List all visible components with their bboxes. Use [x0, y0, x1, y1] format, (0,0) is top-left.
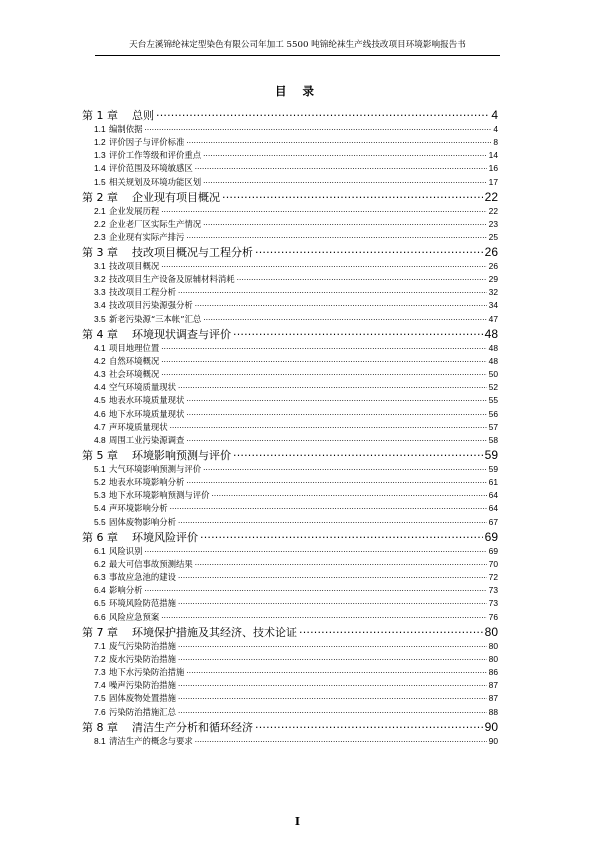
toc-section-entry[interactable]	[82, 558, 498, 571]
toc-entry-page: 87	[488, 680, 498, 691]
toc-entry-number: 第 1 章	[82, 109, 118, 122]
toc-entry-number: 5.4	[94, 503, 106, 514]
toc-dot-leader	[255, 720, 483, 731]
toc-dot-leader	[178, 680, 487, 688]
toc-entry-label: 评价范围及环境敏感区	[109, 163, 193, 174]
toc-dot-leader	[178, 693, 487, 701]
toc-entry-number: 第 3 章	[82, 246, 118, 260]
page-number: I	[294, 815, 301, 828]
toc-entry-number: 第 2 章	[82, 190, 118, 204]
toc-entry-number: 6.6	[94, 611, 106, 622]
toc-entry-label: 清洁生产的概念与要求	[109, 735, 193, 746]
toc-entry-page: 26	[484, 245, 498, 260]
toc-entry-page: 4	[493, 123, 498, 134]
toc-section-entry[interactable]	[82, 571, 498, 584]
toc-entry-number: 6.4	[94, 585, 106, 596]
toc-entry-page: 61	[488, 477, 498, 488]
toc-section-entry[interactable]	[82, 394, 498, 407]
toc-entry-page: 88	[488, 706, 498, 717]
toc-entry-page: 64	[488, 503, 498, 514]
toc-dot-leader	[186, 408, 486, 416]
toc-entry-label: 企业发展历程	[109, 205, 160, 216]
toc-entry-number: 2.3	[94, 231, 106, 242]
toc-dot-leader	[203, 218, 487, 226]
toc-entry-number: 8.1	[94, 735, 106, 746]
toc-entry-label: 地下水污染防治措施	[109, 666, 185, 677]
toc-entry-label: 噪声污染防治措施	[109, 680, 176, 691]
toc-entry-number: 3.1	[94, 260, 106, 271]
toc-entry-label: 企业现有项目概况	[132, 190, 220, 204]
toc-dot-leader	[203, 150, 487, 158]
toc-dot-leader	[145, 585, 487, 593]
toc-dot-leader	[186, 435, 486, 443]
toc-section-entry[interactable]	[82, 299, 498, 312]
toc-dot-leader	[195, 735, 487, 743]
toc-entry-label: 技改项目概况与工程分析	[132, 246, 253, 260]
toc-dot-leader	[186, 232, 486, 240]
toc-dot-leader	[233, 448, 483, 459]
toc-dot-leader	[195, 300, 487, 308]
toc-entry-page: 80	[484, 624, 498, 639]
toc-chapter-entry[interactable]	[82, 529, 498, 545]
toc-entry-label: 地下水环境影响预测与评价	[109, 490, 210, 501]
toc-dot-leader	[186, 667, 486, 675]
toc-dot-leader	[203, 176, 487, 184]
toc-entry-number: 4.3	[94, 369, 106, 379]
toc-entry-label: 风险应急预案	[109, 611, 160, 622]
toc-dot-leader	[178, 640, 487, 648]
toc-entry-number: 7.3	[94, 666, 106, 677]
toc-entry-number: 第 8 章	[82, 720, 118, 734]
toc-entry-number: 6.3	[94, 572, 106, 583]
toc-dot-leader	[212, 490, 487, 498]
toc-section-entry[interactable]	[82, 136, 498, 149]
toc-entry-page: 22	[488, 205, 498, 216]
toc-entry-number: 1.4	[94, 163, 106, 174]
toc-entry-label: 环境影响预测与评价	[132, 449, 231, 463]
toc-entry-number: 2.2	[94, 218, 106, 229]
toc-entry-label: 最大可信事故预测结果	[109, 558, 193, 569]
toc-entry-number: 4.7	[94, 421, 106, 432]
toc-entry-number: 1.2	[94, 136, 106, 147]
toc-section-entry[interactable]	[82, 342, 498, 355]
toc-entry-label: 企业现有实际产排污	[109, 231, 185, 242]
toc-entry-number: 4.6	[94, 408, 106, 419]
toc-entry-label: 社会环境概况	[109, 369, 160, 379]
toc-entry-label: 废气污染防治措施	[109, 640, 176, 651]
toc-chapter-entry[interactable]	[82, 326, 498, 342]
toc-entry-page: 4	[491, 108, 498, 122]
toc-entry-page: 56	[488, 408, 498, 419]
toc-entry-page: 59	[488, 463, 498, 474]
toc-entry-page: 48	[484, 326, 498, 341]
toc-dot-leader	[233, 327, 483, 338]
toc-entry-page: 52	[488, 382, 498, 393]
toc-entry-label: 固体废物影响分析	[109, 516, 176, 527]
toc-dot-leader	[186, 137, 491, 145]
toc-entry-number: 4.2	[94, 355, 106, 366]
toc-section-entry[interactable]	[82, 286, 498, 299]
toc-chapter-entry[interactable]	[82, 624, 498, 640]
toc-dot-leader	[299, 625, 483, 636]
toc-dot-leader	[203, 464, 487, 472]
toc-entry-page: 90	[484, 719, 498, 734]
toc-entry-label: 环境风险评价	[132, 530, 198, 544]
toc-entry-number: 1.1	[94, 123, 106, 134]
toc-entry-label: 空气环境质量现状	[109, 382, 176, 393]
toc-section-entry[interactable]	[82, 434, 498, 447]
running-header: 天台左溪锦纶袜定型染色有限公司年加工 5500 吨锦纶袜生产线技改项目环境影响报告书	[129, 40, 466, 50]
toc-section-entry[interactable]	[82, 597, 498, 610]
toc-dot-leader	[156, 108, 489, 119]
toc-section-entry[interactable]	[82, 653, 498, 666]
toc-section-entry[interactable]	[82, 162, 498, 175]
toc-entry-label: 清洁生产分析和循环经济	[132, 720, 253, 734]
toc-entry-label: 污染防治措施汇总	[109, 706, 176, 717]
toc-entry-number: 4.1	[94, 342, 106, 353]
toc-entry-label: 自然环境概况	[109, 355, 160, 366]
toc-section-entry[interactable]	[82, 231, 498, 244]
toc-chapter-entry[interactable]	[82, 447, 498, 463]
toc-section-entry[interactable]	[82, 381, 498, 394]
toc-dot-leader	[178, 572, 487, 580]
toc-entry-page: 29	[488, 274, 498, 285]
toc-entry-number: 7.6	[94, 706, 106, 717]
toc-dot-leader	[145, 123, 492, 131]
toc-dot-leader	[161, 611, 486, 619]
toc-section-entry[interactable]	[82, 205, 498, 218]
toc-entry-page: 73	[488, 598, 498, 609]
toc-entry-label: 环境现状调查与评价	[132, 327, 231, 341]
toc-entry-page: 32	[488, 287, 498, 298]
toc-entry-page: 25	[488, 231, 498, 242]
toc-chapter-entry[interactable]	[82, 719, 498, 735]
toc-entry-page: 90	[488, 735, 498, 746]
toc-entry-label: 总则	[132, 109, 154, 122]
toc-entry-number: 1.5	[94, 176, 106, 187]
toc-section-entry[interactable]	[82, 706, 498, 719]
toc-entry-number: 7.1	[94, 640, 106, 651]
toc-entry-number: 5.3	[94, 490, 106, 501]
toc-section-entry[interactable]	[82, 640, 498, 653]
toc-section-entry[interactable]	[82, 218, 498, 231]
toc-entry-page: 57	[488, 421, 498, 432]
toc-entry-number: 6.5	[94, 598, 106, 609]
page-title: 目 录	[274, 84, 320, 98]
toc-entry-label: 废水污染防治措施	[109, 653, 176, 664]
toc-entry-page: 48	[488, 355, 498, 366]
toc-dot-leader	[161, 355, 486, 363]
toc-entry-number: 7.4	[94, 680, 106, 691]
toc-section-entry[interactable]	[82, 355, 498, 368]
toc-entry-page: 23	[488, 218, 498, 229]
toc-entry-label: 技改项目工程分析	[109, 287, 176, 298]
toc-entry-page: 76	[488, 611, 498, 622]
toc-entry-label: 影响分析	[109, 585, 143, 596]
toc-dot-leader	[178, 706, 487, 714]
toc-section-entry[interactable]	[82, 502, 498, 515]
toc-entry-number: 4.4	[94, 382, 106, 393]
toc-entry-page: 58	[488, 434, 498, 445]
toc-entry-number: 3.2	[94, 274, 106, 285]
table-of-contents	[82, 107, 498, 748]
toc-section-entry[interactable]	[82, 735, 498, 748]
toc-entry-label: 事故应急池的建设	[109, 572, 176, 583]
toc-entry-page: 69	[488, 545, 498, 556]
toc-section-entry[interactable]	[82, 584, 498, 597]
toc-entry-label: 新老污染源“三本帐”汇总	[109, 313, 202, 324]
toc-entry-label: 环境风险防范措施	[109, 598, 176, 609]
toc-section-entry[interactable]	[82, 260, 498, 273]
toc-dot-leader	[178, 598, 487, 606]
toc-entry-number: 第 5 章	[82, 449, 118, 463]
toc-entry-number: 3.4	[94, 300, 106, 311]
toc-entry-label: 编制依据	[109, 123, 143, 134]
toc-entry-number: 6.2	[94, 558, 106, 569]
toc-entry-page: 14	[488, 150, 498, 161]
toc-dot-leader	[161, 261, 486, 269]
toc-dot-leader	[195, 558, 487, 566]
toc-entry-page: 73	[488, 585, 498, 596]
toc-dot-leader	[178, 287, 487, 295]
toc-entry-number: 第 6 章	[82, 530, 118, 544]
toc-entry-page: 80	[488, 640, 498, 651]
toc-dot-leader	[178, 516, 487, 524]
toc-section-entry[interactable]	[82, 516, 498, 529]
toc-dot-leader	[195, 163, 487, 171]
toc-entry-label: 地下水环境质量现状	[109, 408, 185, 419]
toc-dot-leader	[161, 369, 486, 377]
toc-entry-page: 69	[484, 529, 498, 544]
toc-entry-page: 8	[493, 136, 498, 147]
toc-entry-label: 固体废物处置措施	[109, 693, 176, 704]
toc-entry-page: 55	[488, 395, 498, 406]
toc-entry-page: 64	[488, 490, 498, 501]
toc-entry-number: 1.3	[94, 150, 106, 161]
toc-entry-label: 地表水环境质量现状	[109, 395, 185, 406]
toc-entry-label: 风险识别	[109, 545, 143, 556]
toc-entry-page: 70	[488, 558, 498, 569]
toc-entry-page: 26	[488, 260, 498, 271]
toc-entry-page: 87	[488, 693, 498, 704]
toc-entry-label: 评价工作等级和评价重点	[109, 150, 202, 161]
toc-entry-number: 6.1	[94, 545, 106, 556]
toc-section-entry[interactable]	[82, 408, 498, 421]
toc-entry-page: 16	[488, 163, 498, 174]
header-rule	[95, 55, 500, 56]
toc-section-entry[interactable]	[82, 149, 498, 162]
toc-entry-page: 67	[488, 516, 498, 527]
toc-entry-page: 80	[488, 653, 498, 664]
toc-dot-leader	[170, 421, 487, 429]
toc-dot-leader	[255, 245, 483, 256]
toc-entry-number: 2.1	[94, 205, 106, 216]
toc-entry-number: 5.2	[94, 477, 106, 488]
toc-section-entry[interactable]	[82, 476, 498, 489]
toc-section-entry[interactable]	[82, 545, 498, 558]
toc-entry-label: 技改项目生产设备及原辅材料消耗	[109, 274, 235, 285]
toc-entry-number: 4.5	[94, 395, 106, 406]
toc-entry-number: 4.8	[94, 434, 106, 445]
toc-entry-label: 大气环境影响预测与评价	[109, 463, 202, 474]
toc-entry-page: 34	[488, 300, 498, 311]
toc-dot-leader	[222, 190, 483, 201]
toc-dot-leader	[186, 395, 486, 403]
toc-entry-number: 第 7 章	[82, 625, 118, 639]
toc-entry-page: 22	[484, 189, 498, 204]
toc-entry-label: 项目地理位置	[109, 342, 160, 353]
toc-entry-label: 技改项目污染源强分析	[109, 300, 193, 311]
toc-dot-leader	[161, 205, 486, 213]
toc-section-entry[interactable]	[82, 692, 498, 705]
toc-section-entry[interactable]	[82, 611, 498, 624]
toc-dot-leader	[237, 274, 487, 282]
toc-entry-page: 59	[484, 448, 498, 463]
toc-dot-leader	[200, 530, 483, 541]
toc-entry-number: 7.2	[94, 653, 106, 664]
toc-entry-label: 声环境质量现状	[109, 421, 168, 432]
toc-section-entry[interactable]	[82, 679, 498, 692]
toc-entry-label: 地表水环境影响分析	[109, 477, 185, 488]
toc-section-entry[interactable]	[82, 421, 498, 434]
toc-entry-label: 企业老厂区实际生产情况	[109, 218, 202, 229]
toc-entry-page: 86	[488, 666, 498, 677]
toc-dot-leader	[161, 342, 486, 350]
toc-section-entry[interactable]	[82, 123, 498, 136]
toc-section-entry[interactable]	[82, 489, 498, 502]
toc-entry-label: 相关规划及环境功能区划	[109, 176, 202, 187]
toc-entry-number: 第 4 章	[82, 327, 118, 341]
toc-section-entry[interactable]	[82, 313, 498, 326]
toc-entry-number: 5.5	[94, 516, 106, 527]
toc-entry-number: 3.5	[94, 313, 106, 324]
toc-section-entry[interactable]	[82, 666, 498, 679]
toc-chapter-entry[interactable]	[82, 107, 498, 123]
toc-section-entry[interactable]	[82, 176, 498, 189]
toc-entry-label: 技改项目概况	[109, 260, 160, 271]
toc-entry-label: 周围工业污染源调查	[109, 434, 185, 445]
toc-entry-page: 72	[488, 572, 498, 583]
toc-dot-leader	[203, 313, 486, 321]
toc-section-entry[interactable]	[82, 368, 498, 381]
toc-entry-page: 50	[488, 369, 498, 379]
toc-dot-leader	[186, 477, 486, 485]
toc-entry-number: 5.1	[94, 463, 106, 474]
toc-entry-page: 48	[488, 342, 498, 353]
toc-section-entry[interactable]	[82, 463, 498, 476]
toc-chapter-entry[interactable]	[82, 244, 498, 260]
toc-entry-number: 3.3	[94, 287, 106, 298]
toc-entry-page: 47	[488, 313, 498, 324]
toc-entry-label: 环境保护措施及其经济、技术论证	[132, 625, 297, 639]
toc-dot-leader	[178, 382, 487, 390]
toc-chapter-entry[interactable]	[82, 189, 498, 205]
toc-dot-leader	[170, 503, 487, 511]
toc-section-entry[interactable]	[82, 273, 498, 286]
toc-entry-number: 7.5	[94, 693, 106, 704]
toc-entry-label: 声环境影响分析	[109, 503, 168, 514]
toc-dot-leader	[145, 545, 487, 553]
toc-dot-leader	[178, 653, 487, 661]
toc-entry-label: 评价因子与评价标准	[109, 136, 185, 147]
toc-entry-page: 17	[488, 176, 498, 187]
